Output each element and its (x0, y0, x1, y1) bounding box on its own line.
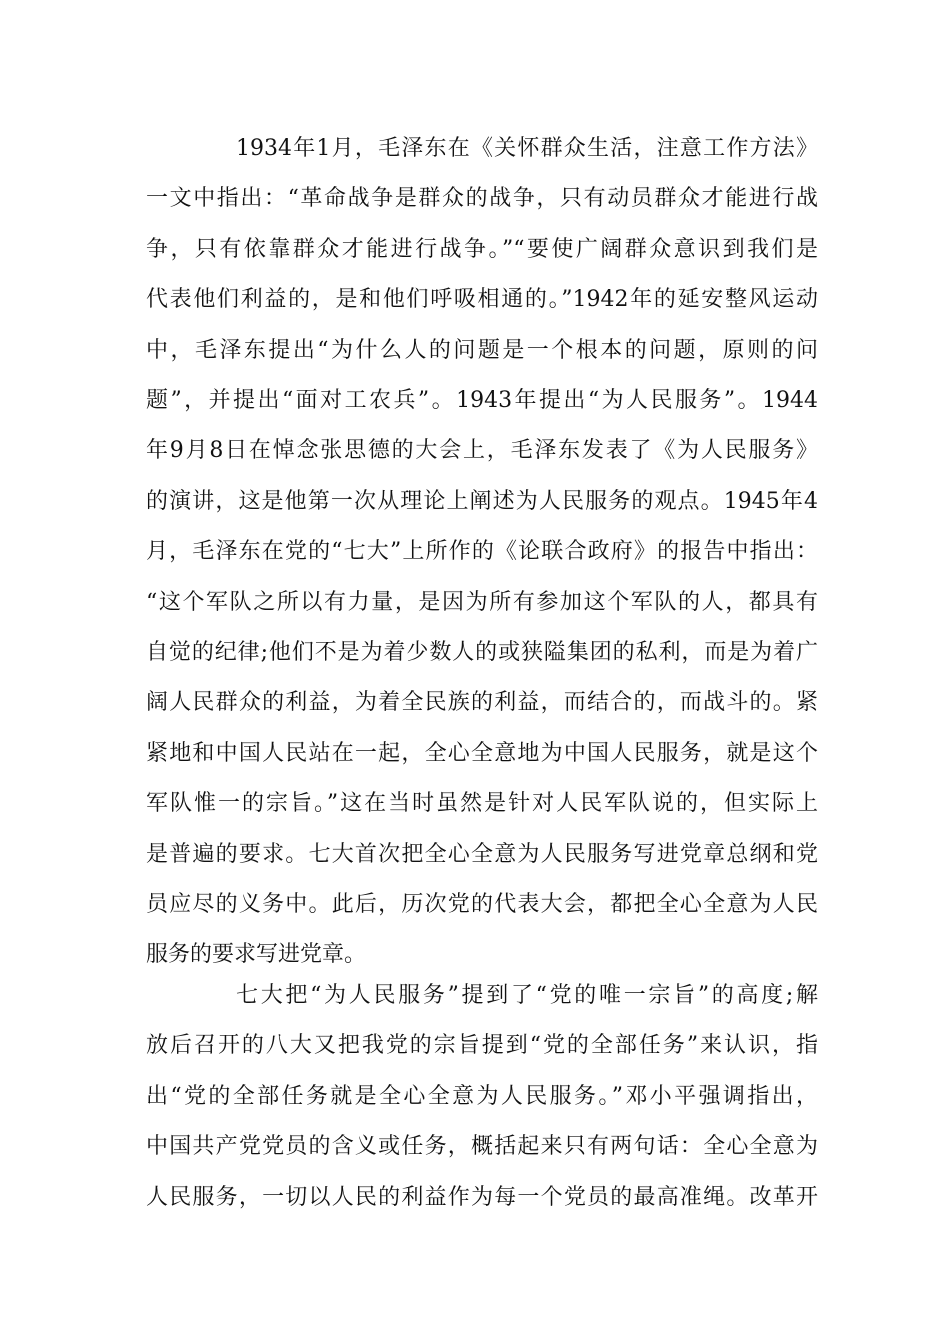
text-line: 放后召开的八大又把我党的宗旨提到“党的全部任务”来认识，指 (146, 1033, 818, 1059)
text-line: 人民服务，一切以人民的利益作为每一个党员的最高准绳。改革开 (146, 1184, 818, 1210)
text-line: 代表他们利益的，是和他们呼吸相通的。”1942年的延安整风运动 (146, 287, 818, 313)
text-line: 月，毛泽东在党的“七大”上所作的《论联合政府》的报告中指出： (146, 539, 818, 565)
text-line: 年9月8日在悼念张思德的大会上，毛泽东发表了《为人民服务》 (146, 438, 818, 464)
text-line: 出“党的全部任务就是全心全意为人民服务。”邓小平强调指出， (146, 1083, 818, 1109)
text-line: 的演讲，这是他第一次从理论上阐述为人民服务的观点。1945年4 (146, 488, 818, 514)
text-line: 自觉的纪律;他们不是为着少数人的或狭隘集团的私利，而是为着广 (146, 640, 818, 665)
text-line: 七大把“为人民服务”提到了“党的唯一宗旨”的高度;解 (236, 983, 818, 1008)
text-line: 员应尽的义务中。此后，历次党的代表大会，都把全心全意为人民 (146, 892, 818, 917)
text-line: 争，只有依靠群众才能进行战争。”“要使广阔群众意识到我们是 (146, 236, 818, 262)
text-line: 中国共产党党员的含义或任务，概括起来只有两句话：全心全意为 (146, 1134, 818, 1160)
text-line: 军队惟一的宗旨。”这在当时虽然是针对人民军队说的，但实际上 (146, 791, 818, 817)
text-line: 中，毛泽东提出“为什么人的问题是一个根本的问题，原则的问 (146, 337, 818, 363)
text-line: 服务的要求写进党章。 (146, 942, 367, 968)
text-line: 阔人民群众的利益，为着全民族的利益，而结合的，而战斗的。紧 (146, 690, 818, 716)
text-line: 题”，并提出“面对工农兵”。1943年提出“为人民服务”。1944 (146, 388, 818, 413)
text-line: 一文中指出：“革命战争是群众的战争，只有动员群众才能进行战 (146, 186, 818, 212)
text-line: 1934年1月，毛泽东在《关怀群众生活，注意工作方法》 (236, 136, 818, 161)
text-line: 是普遍的要求。七大首次把全心全意为人民服务写进党章总纲和党 (146, 841, 818, 867)
text-line: 紧地和中国人民站在一起，全心全意地为中国人民服务，就是这个 (146, 740, 818, 766)
text-line: “这个军队之所以有力量，是因为所有参加这个军队的人，都具有 (146, 589, 818, 615)
